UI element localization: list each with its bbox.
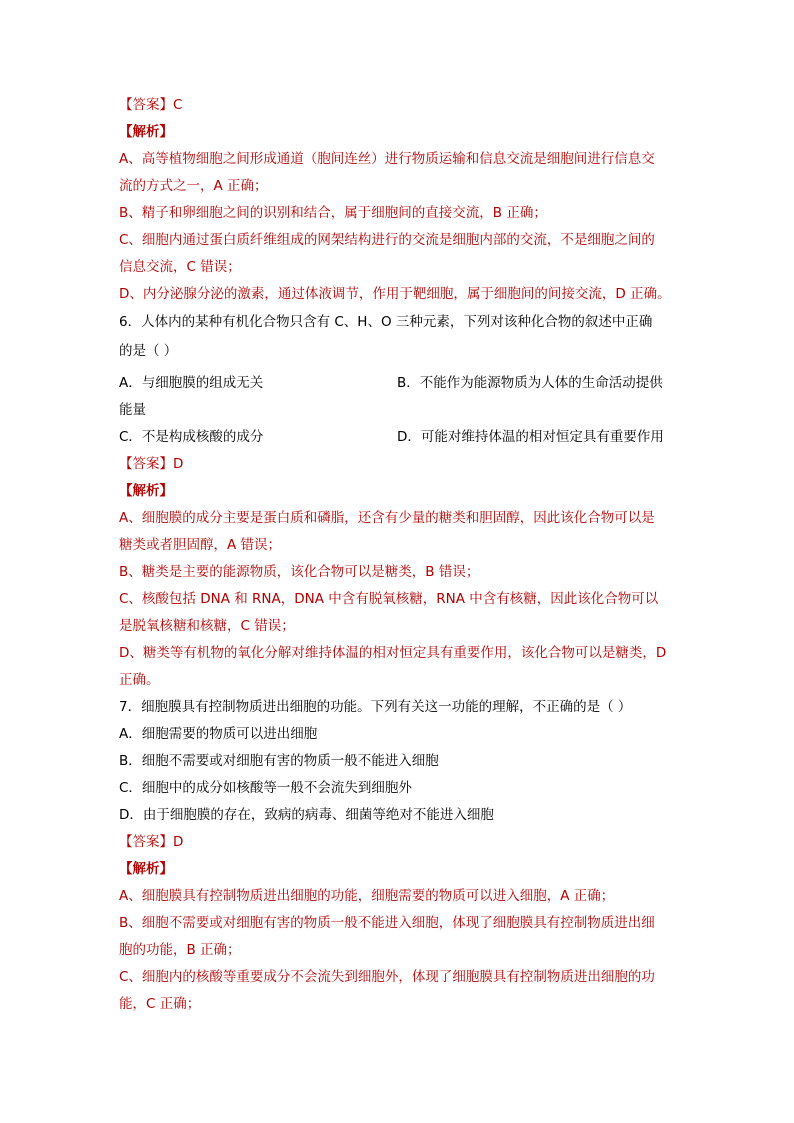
- option-d: D．可能对维持体温的相对恒定具有重要作用: [397, 429, 664, 445]
- option-d: D．由于细胞膜的存在，致病的病毒、细菌等绝对不能进入细胞: [119, 807, 494, 823]
- answer-label: 【答案】D: [119, 456, 184, 472]
- analysis-label: 【解析】: [119, 483, 173, 499]
- option-c: C．不是构成核酸的成分: [119, 429, 264, 445]
- question-7-stem: 7．细胞膜具有控制物质进出细胞的功能。下列有关这一功能的理解，不正确的是（ ）: [119, 699, 632, 715]
- analysis-line: 能，C 正确；: [119, 996, 201, 1012]
- analysis-line: B、细胞不需要或对细胞有害的物质一般不能进入细胞，体现了细胞膜具有控制物质进出细: [119, 915, 655, 931]
- analysis-line: 流的方式之一，A 正确；: [119, 178, 268, 194]
- question-6-stem-line-2: 的是（ ）: [119, 343, 178, 359]
- analysis-line: B、精子和卵细胞之间的识别和结合，属于细胞间的直接交流，B 正确；: [119, 205, 547, 221]
- document-page: [119, 92, 687, 1018]
- analysis-line: C、细胞内的核酸等重要成分不会流失到细胞外，体现了细胞膜具有控制物质进出细胞的功: [119, 969, 655, 985]
- answer-label: 【答案】C: [119, 97, 183, 113]
- analysis-line: B、糖类是主要的能源物质，该化合物可以是糖类，B 错误；: [119, 564, 480, 580]
- option-b-continued: 能量: [119, 402, 146, 418]
- analysis-line: D、内分泌腺分泌的激素，通过体液调节，作用于靶细胞，属于细胞间的间接交流，D 正确。: [119, 286, 671, 302]
- analysis-line: 信息交流，C 错误；: [119, 259, 241, 275]
- question-6-options-row-1: [119, 370, 687, 397]
- option-a: A．与细胞膜的组成无关: [119, 375, 264, 391]
- option-b: B．细胞不需要或对细胞有害的物质一般不能进入细胞: [119, 753, 439, 769]
- option-b: B．不能作为能源物质为人体的生命活动提供: [397, 375, 663, 391]
- analysis-line: A、细胞膜具有控制物质进出细胞的功能，细胞需要的物质可以进入细胞，A 正确；: [119, 888, 615, 904]
- analysis-line: 胞的功能，B 正确；: [119, 942, 241, 958]
- analysis-line: C、细胞内通过蛋白质纤维组成的网架结构进行的交流是细胞内部的交流，不是细胞之间的: [119, 232, 655, 248]
- analysis-label: 【解析】: [119, 124, 173, 140]
- analysis-line: D、糖类等有机物的氧化分解对维持体温的相对恒定具有重要作用，该化合物可以是糖类，D: [119, 645, 667, 661]
- option-c: C．细胞中的成分如核酸等一般不会流失到细胞外: [119, 780, 412, 796]
- question-6-stem-line-1: 6．人体内的某种有机化合物只含有 C、H、O 三种元素，下列对该种化合物的叙述中正确: [119, 314, 653, 330]
- analysis-line: 是脱氧核糖和核糖，C 错误；: [119, 618, 295, 634]
- analysis-label: 【解析】: [119, 861, 173, 877]
- analysis-line: A、细胞膜的成分主要是蛋白质和磷脂，还含有少量的糖类和胆固醇，因此该化合物可以是: [119, 510, 655, 526]
- analysis-line: C、核酸包括 DNA 和 RNA，DNA 中含有脱氧核糖，RNA 中含有核糖，因此该化合物可以: [119, 591, 659, 607]
- option-a: A．细胞需要的物质可以进出细胞: [119, 726, 318, 742]
- question-6-options-row-2: [119, 424, 687, 451]
- analysis-line: 正确。: [119, 672, 160, 688]
- analysis-line: 糖类或者胆固醇，A 错误；: [119, 537, 282, 553]
- analysis-line: A、高等植物细胞之间形成通道（胞间连丝）进行物质运输和信息交流是细胞间进行信息交: [119, 151, 655, 167]
- answer-label: 【答案】D: [119, 834, 184, 850]
